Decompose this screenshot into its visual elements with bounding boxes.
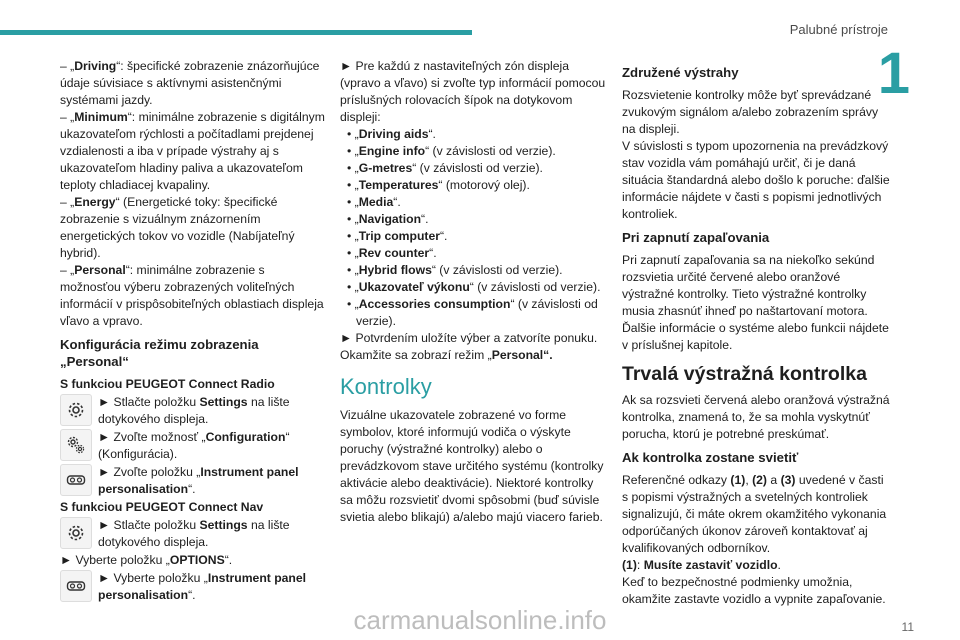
column-3 [622, 58, 892, 608]
step-row [60, 570, 325, 604]
paragraph: Pri zapnutí zapaľovania sa na niekoľko sekúnd rozsvietia určité červené alebo oranžové výstražné kontrolky. Tieto výstražné kontrolky musia zhasnúť ihneď po naštartovaní motora. [622, 253, 875, 318]
heading-connect-radio: S funkciou PEUGEOT Connect Radio [60, 377, 275, 391]
instrument-panel-icon [60, 464, 92, 496]
bullet-item: • „Driving aids“. [347, 127, 436, 141]
heading-svieti: Ak kontrolka zostane svietiť [622, 450, 799, 465]
step-text: ► Stlačte položku Settings na lište dotykového displeja. [98, 518, 290, 549]
bullet-item: • „Hybrid flows“ (v závislosti od verzie). [347, 263, 563, 277]
bullet-item: • „Engine info“ (v závislosti od verzie). [347, 144, 556, 158]
intro-text: ► Pre každú z nastaviteľných zón displeja (vpravo a vľavo) si zvoľte typ informácií pomocou príslušných rolovacích šípok na dotykovom displeji: [340, 59, 606, 124]
list-item: – „Minimum“: minimálne zobrazenie s digitálnym ukazovateľom rýchlosti a počítadlami prejdenej vzdialenosti a iba v prípade výstrahy aj s ukazovateľom hladiny paliva a ukazovateľom teploty chladiacej kvapaliny. [60, 110, 325, 192]
bullet-item: • „G-metres“ (v závislosti od verzie). [347, 161, 543, 175]
step-row [60, 517, 325, 551]
paragraph: (1): Musíte zastaviť vozidlo. [622, 558, 781, 572]
chapter-number: 1 [877, 41, 910, 106]
heading-connect-nav: S funkciou PEUGEOT Connect Nav [60, 500, 264, 514]
step-text: ► Vyberte položku „OPTIONS“. [60, 553, 233, 567]
step-row [60, 429, 325, 463]
outro-text: ► Potvrdením uložíte výber a zatvoríte ponuku. Okamžite sa zobrazí režim „Personal“. [340, 331, 598, 362]
list-item: – „Personal“: minimálne zobrazenie s možnosťou výberu zobrazených voliteľných informácií v prispôsobiteľných oblastiach displeja vľavo a vpravo. [60, 263, 324, 328]
watermark: carmanualsonline.info [353, 605, 607, 635]
kontrolky-text: Vizuálne ukazovatele zobrazené vo forme symbolov, ktoré informujú vodiča o výskyte poruchy (výstražné kontrolky) alebo o prevádzkovom stave určitého systému (kontrolky aktivácie alebo deaktivácie). Niektoré kontrolky sa môžu rozsvietiť dvomi spôsobmi (buď súvisle svietia alebo blikajú) a/alebo majú viacero farieb. [340, 408, 604, 524]
heading-trvala: Trvalá výstražná kontrolka [622, 363, 867, 385]
bullet-item: • „Media“. [347, 195, 401, 209]
paragraph: Ak sa rozsvieti červená alebo oranžová výstražná kontrolka, znamená to, že sa mohla vyskytnúť porucha, ktorú je potrebné preskúmať. [622, 393, 890, 441]
bullet-item: • „Rev counter“. [347, 246, 437, 260]
column-2 [340, 58, 608, 526]
bullet-item: • „Temperatures“ (motorový olej). [347, 178, 530, 192]
gears-icon [60, 429, 92, 461]
gear-icon [60, 394, 92, 426]
paragraph: Referenčné odkazy (1), (2) a (3) uvedené v časti s popismi výstražných a svetelných kontroliek signalizujú, či máte okrem okamžitého vykonania odporúčaných úkonov zároveň kontaktovať aj kvalifikovaných odborníkov. [622, 473, 887, 555]
step-row [60, 464, 325, 498]
heading-kontrolky: Kontrolky [340, 374, 432, 399]
paragraph: Ďalšie informácie o systéme alebo funkcii nájdete v príslušnej kapitole. [622, 321, 889, 352]
heading-zapnuti: Pri zapnutí zapaľovania [622, 230, 770, 245]
step-text: ► Vyberte položku „Instrument panel personalisation“. [98, 571, 307, 602]
heading-personal-config: Konfigurácia režimu zobrazenia „Personal“ [60, 337, 259, 369]
section-title: Palubné prístroje [789, 22, 888, 37]
paragraph: V súvislosti s typom upozornenia na prevádzkový stav vozidla vám pomáhajú určiť, či je daná situácia štandardná alebo došlo k poruche: ďalšie informácie nájdete v časti s popismi jednotlivých kontroliek. [622, 139, 890, 221]
page-number: 11 [901, 620, 914, 634]
list-item: – „Energy“ (Energetické toky: špecifické zobrazenie s vizuálnym znázornením energetických tokov vo vozidle (Nabíjateľný hybrid). [60, 195, 295, 260]
step-text: ► Zvoľte možnosť „Configuration“ (Konfigurácia). [98, 430, 290, 461]
paragraph: Rozsvietenie kontrolky môže byť sprevádzané zvukovým signálom a/alebo zobrazením správy na displeji. [622, 88, 879, 136]
step-text: ► Zvoľte položku „Instrument panel personalisation“. [98, 465, 299, 496]
column-1 [60, 58, 325, 605]
step-text: ► Stlačte položku Settings na lište dotykového displeja. [98, 395, 290, 426]
instrument-panel-icon [60, 570, 92, 602]
bullet-list [340, 126, 608, 330]
gear-icon [60, 517, 92, 549]
bullet-item: • „Accessories consumption“ (v závislosti od verzie). [347, 297, 598, 328]
bullet-item: • „Navigation“. [347, 212, 429, 226]
bullet-item: • „Trip computer“. [347, 229, 448, 243]
list-item: – „Driving“: špecifické zobrazenie znázorňujúce údaje súvisiace s aktívnymi asistenčnými systémami jazdy. [60, 59, 320, 107]
step-row [60, 394, 325, 428]
bullet-item: • „Ukazovateľ výkonu“ (v závislosti od verzie). [347, 280, 601, 294]
header-accent-bar [0, 30, 472, 35]
heading-zdruzene: Združené výstrahy [622, 65, 739, 80]
paragraph: Keď to bezpečnostné podmienky umožnia, okamžite zastavte vozidlo a vypnite zapaľovanie. [622, 575, 886, 606]
